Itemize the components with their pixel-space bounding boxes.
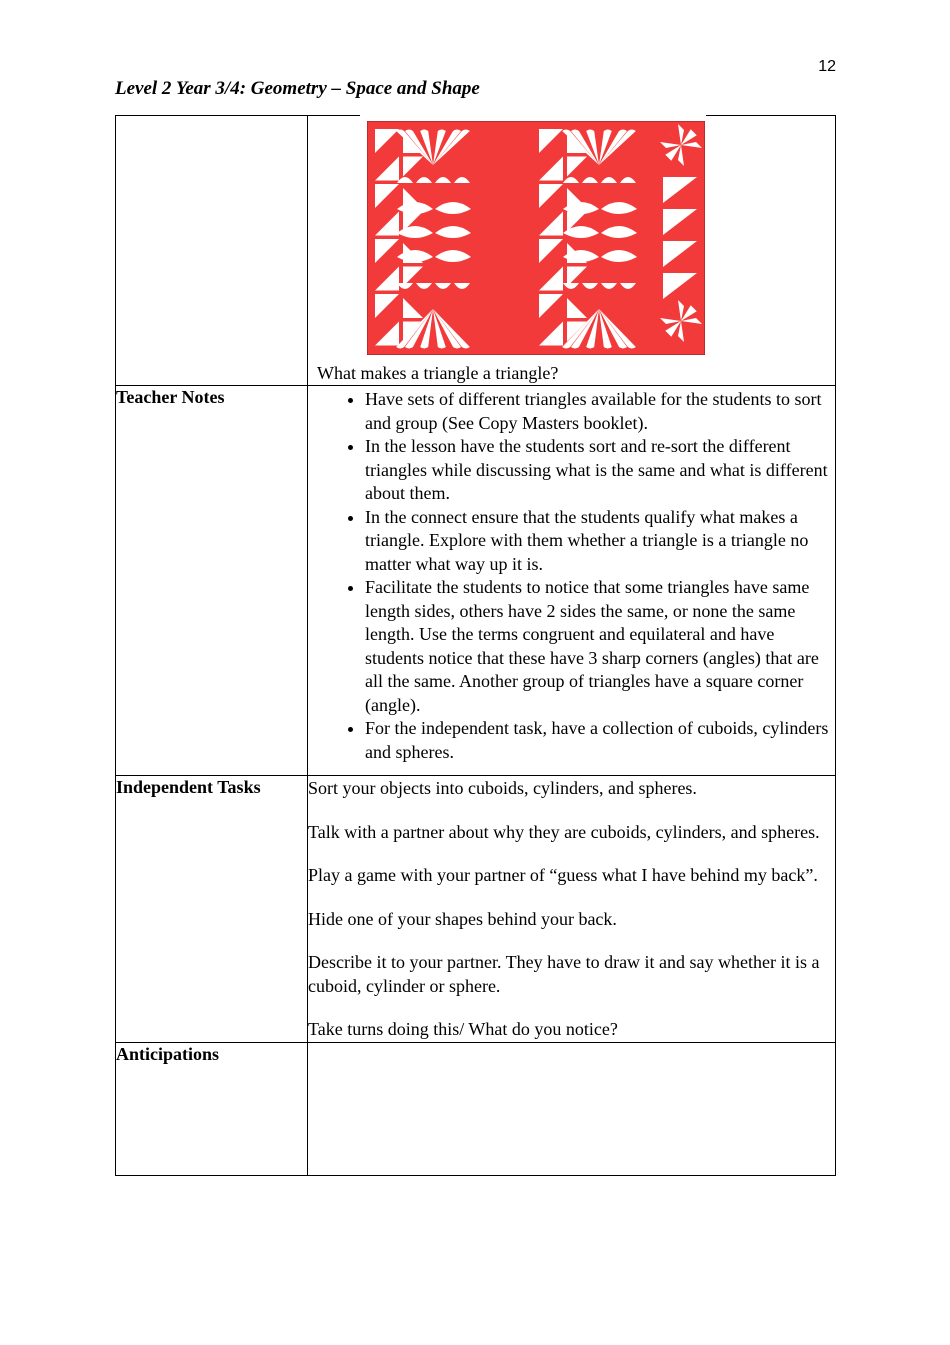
teacher-note-item: • Have sets of different triangles available for the students to sort and group (See Copy Masters booklet). (365, 388, 835, 435)
teacher-notes-list (308, 388, 835, 764)
independent-tasks-label: Independent Tasks (116, 776, 308, 1043)
anticipations-content (308, 1042, 836, 1175)
tapa-pattern-image (367, 121, 705, 355)
document-title: Level 2 Year 3/4: Geometry – Space and Shape (115, 78, 480, 99)
anticipations-row (116, 1042, 836, 1175)
task-paragraph: Sort your objects into cuboids, cylinders, and spheres. (308, 778, 697, 798)
page-number: 12 (818, 58, 836, 75)
independent-tasks-row (116, 776, 836, 1043)
pattern-background (367, 121, 705, 355)
task-paragraph: Describe it to your partner. They have to draw it and say whether it is a cuboid, cylinder or sphere. (308, 952, 820, 996)
image-row-label-cell (116, 116, 308, 386)
task-paragraph: Hide one of your shapes behind your back. (308, 908, 617, 929)
teacher-note-item: • In the connect ensure that the students qualify what makes a triangle. Explore with them whether a triangle is a triangle no matter what way up it is. (365, 506, 835, 577)
image-row-content-cell (308, 116, 836, 386)
lesson-table (115, 115, 836, 1176)
teacher-note-item: • Facilitate the students to notice that some triangles have same length sides, others have 2 sides the same, or none the same length. Use the terms congruent and equilateral and have students notice that these have 3 sharp corners (angles) that are all the same. Another group of triangles have a square corner (angle). (365, 576, 835, 717)
teacher-notes-label: Teacher Notes (116, 386, 308, 776)
task-paragraph: Play a game with your partner of “guess what I have behind my back”. (308, 865, 818, 885)
teacher-notes-row (116, 386, 836, 776)
independent-tasks-content (308, 776, 836, 1043)
image-caption: What makes a triangle a triangle? (317, 362, 559, 383)
anticipations-label: Anticipations (116, 1042, 308, 1175)
task-paragraph: Take turns doing this/ What do you notice? (308, 1019, 618, 1039)
image-row (116, 116, 836, 386)
teacher-note-item: • In the lesson have the students sort and re-sort the different triangles while discussing what is the same and what is different about them. (365, 435, 835, 506)
task-paragraph: Talk with a partner about why they are cuboids, cylinders, and spheres. (308, 821, 820, 842)
teacher-notes-content (308, 386, 836, 776)
triangle-pattern-figure (360, 115, 706, 355)
teacher-note-item: • For the independent task, have a collection of cuboids, cylinders and spheres. (365, 717, 835, 764)
